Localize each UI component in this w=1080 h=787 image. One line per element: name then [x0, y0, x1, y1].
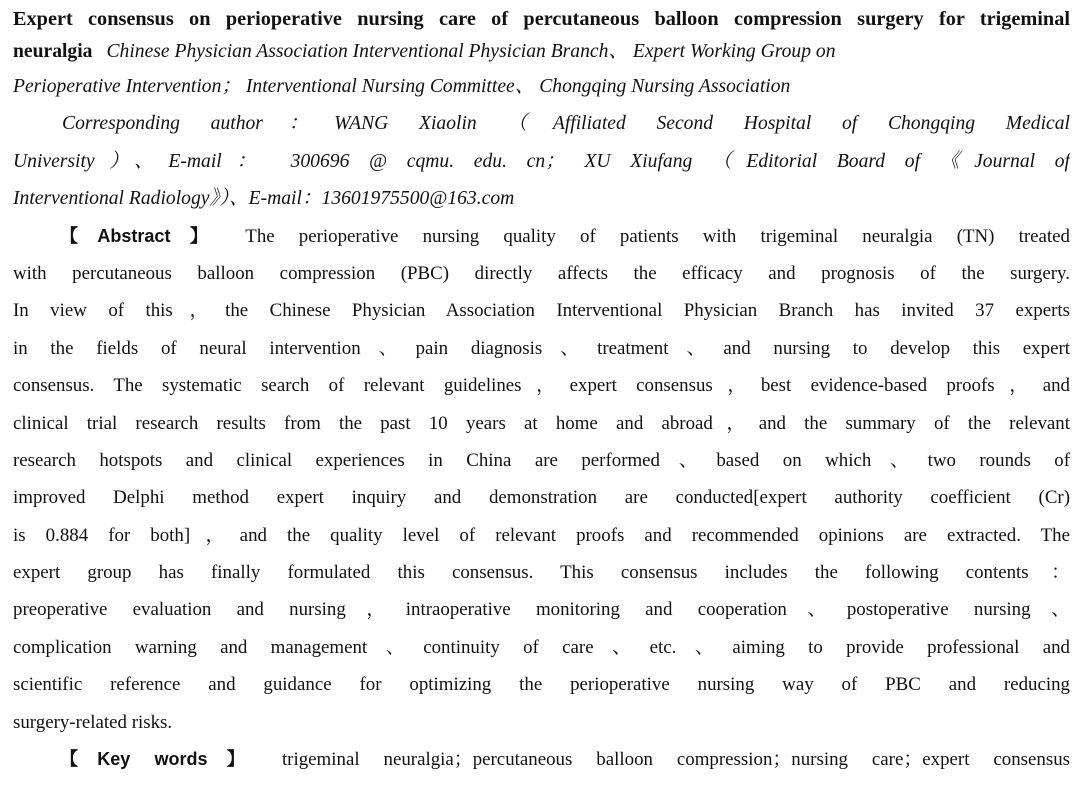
corresponding-author-line-3: Interventional Radiology》）、E-mail：13601975500@163.com	[13, 188, 515, 210]
abstract-line: in the fields of neural intervention、pain diagnosis、treatment、and nursing to develop this expert	[13, 337, 1070, 359]
abstract-line: preoperative evaluation and nursing，intraoperative monitoring and cooperation、postoperative nursing、	[13, 599, 1070, 621]
article-title-line-1: Expert consensus on perioperative nursing care of percutaneous balloon compression surgery for trigeminal	[13, 8, 1070, 30]
abstract-line	[13, 218, 1070, 255]
abstract-line: with percutaneous balloon compression (PBC) directly affects the efficacy and prognosis of the surgery.	[13, 262, 1070, 284]
abstract-line: surgery-related risks.	[13, 711, 173, 733]
authors-line-1: Chinese Physician Association Interventional Physician Branch、 Expert Working Group on	[106, 41, 836, 62]
title-and-authors-line	[13, 36, 1070, 68]
abstract-line: research hotspots and clinical experiences in China are performed、based on which、two rounds of	[13, 449, 1070, 471]
keywords-section	[13, 741, 1070, 778]
abstract-line: is 0.884 for both]，and the quality level of relevant proofs and recommended opinions are extracted. The	[13, 524, 1070, 546]
abstract-line: complication warning and management、continuity of care、etc.、aiming to provide professional and	[13, 636, 1070, 658]
keywords-heading: 【Key words】	[60, 749, 264, 770]
abstract-line: In view of this，the Chinese Physician Association Interventional Physician Branch has invited 37 experts	[13, 300, 1070, 322]
article-title-line-2: neuralgia	[13, 41, 93, 62]
corresponding-author-line-1: Corresponding author：WANG Xiaolin （Affiliated Second Hospital of Chongqing Medical	[62, 113, 1070, 135]
abstract-section	[13, 218, 1070, 741]
authors-line-2: Perioperative Intervention； Interventional Nursing Committee、 Chongqing Nursing Association	[13, 76, 791, 97]
abstract-line: scientific reference and guidance for optimizing the perioperative nursing way of PBC and reducing	[13, 674, 1070, 696]
abstract-line: clinical trial research results from the past 10 years at home and abroad，and the summary of the relevant	[13, 412, 1070, 434]
abstract-line: improved Delphi method expert inquiry and demonstration are conducted[expert authority coefficient (Cr)	[13, 487, 1070, 509]
abstract-line: consensus. The systematic search of relevant guidelines，expert consensus，best evidence-based proofs，and	[13, 375, 1070, 397]
abstract-heading: 【Abstract】	[60, 225, 228, 246]
article-header	[13, 6, 1070, 218]
abstract-line-text: The perioperative nursing quality of patients with trigeminal neuralgia (TN) treated	[245, 225, 1070, 247]
abstract-line: expert group has finally formulated this consensus. This consensus includes the following contents：	[13, 562, 1070, 584]
corresponding-author-line-2: University）、E-mail： 300696 @ cqmu. edu. cn； XU Xiufang （Editorial Board of 《Journal of	[13, 150, 1070, 172]
keywords-text: trigeminal neuralgia；percutaneous balloon compression；nursing care；expert consensus	[281, 749, 1070, 771]
